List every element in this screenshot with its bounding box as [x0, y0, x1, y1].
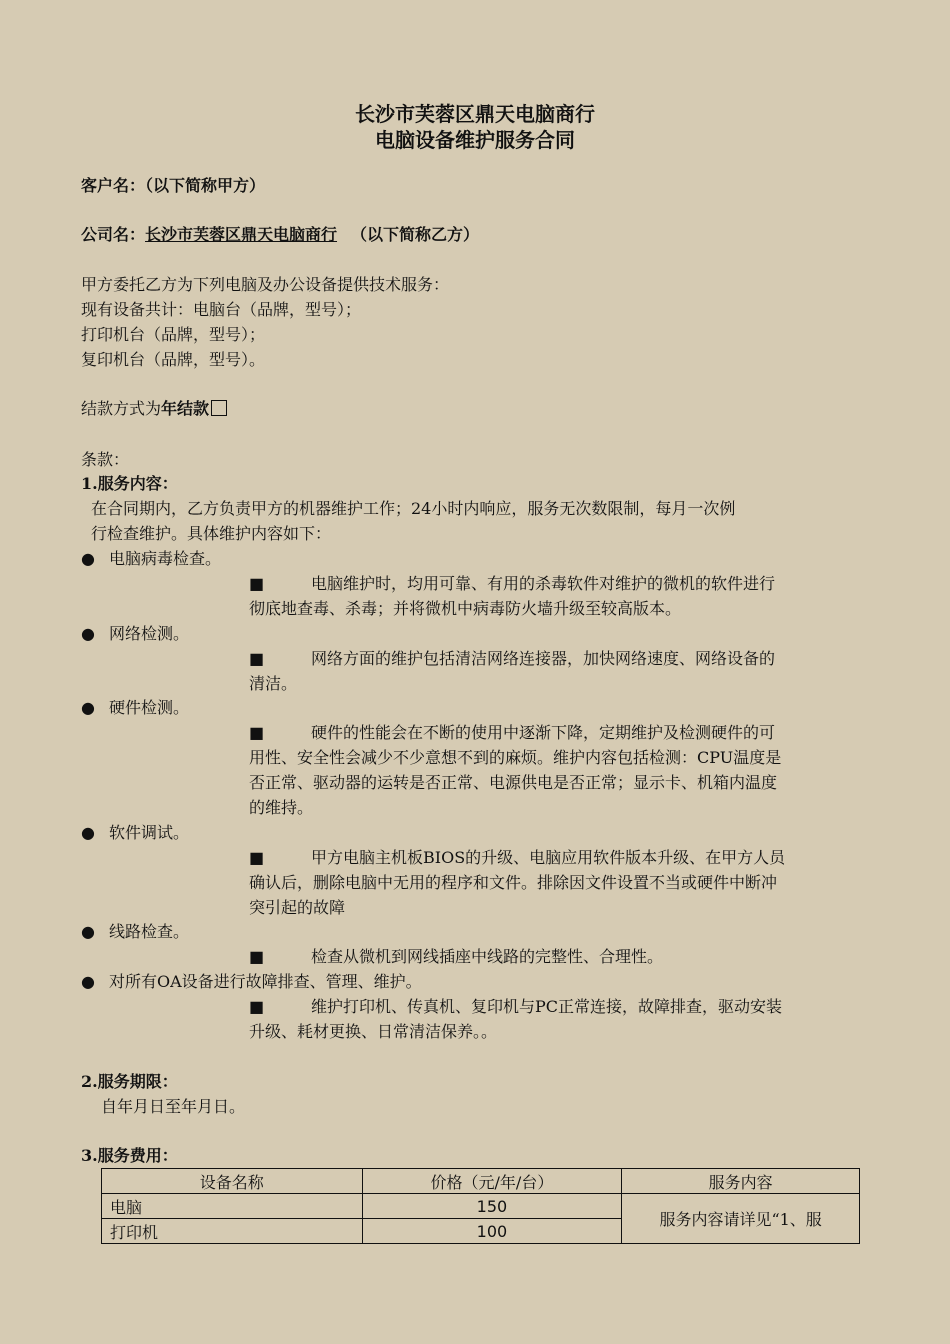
section2-heading: 2.服务期限：	[81, 1072, 178, 1091]
bullet-icon: ●	[81, 624, 95, 643]
table-header-row	[102, 1169, 860, 1194]
bullet-icon: ●	[81, 972, 95, 991]
client-line	[81, 174, 265, 198]
fee-table	[101, 1168, 860, 1244]
client-label: 客户名：	[81, 176, 146, 195]
list-item-title: 电脑病毒检查。	[109, 549, 222, 568]
square-bullet-icon: ■	[249, 848, 265, 867]
bullet-icon: ●	[81, 549, 95, 568]
list-item	[81, 970, 422, 994]
list-item	[81, 821, 189, 845]
list-item-detail: 彻底地查毒、杀毒；并将微机中病毒防火墙升级至较高版本。	[249, 599, 682, 618]
square-bullet-icon: ■	[249, 723, 265, 742]
column-header: 设备名称	[102, 1169, 363, 1194]
list-item	[81, 547, 221, 571]
price-cell: 100	[362, 1219, 622, 1244]
bullet-icon: ●	[81, 922, 95, 941]
bullet-icon: ●	[81, 823, 95, 842]
list-item-detail: 确认后，删除电脑中无用的程序和文件。排除因文件设置不当或硬件中断冲	[249, 873, 778, 892]
terms-label: 条款：	[81, 450, 130, 469]
square-bullet-icon: ■	[249, 997, 265, 1016]
section1-heading: 1.服务内容：	[81, 474, 178, 493]
section1-intro: 在合同期内，乙方负责甲方的机器维护工作；24小时内响应，服务无次数限制，每月一次例	[91, 499, 736, 518]
price-cell: 150	[362, 1194, 622, 1219]
company-label: 公司名：	[81, 225, 146, 244]
list-item-detail: ■ 维护打印机、传真机、复印机与PC正常连接，故障排查，驱动安装	[249, 995, 782, 1019]
list-item-detail: 清洁。	[249, 674, 298, 693]
list-item	[81, 920, 189, 944]
title-line-2: 电脑设备维护服务合同	[375, 128, 575, 152]
list-item-detail: 用性、安全性会减少不少意想不到的麻烦。维护内容包括检测：CPU温度是	[249, 748, 782, 767]
list-item-detail: 否正常、驱动器的运转是否正常、电源供电是否正常；显示卡、机箱内温度	[249, 773, 778, 792]
company-line	[81, 223, 479, 247]
square-bullet-icon: ■	[249, 649, 265, 668]
section2-text: 自年月日至年月日。	[101, 1097, 246, 1116]
square-bullet-icon: ■	[249, 574, 265, 593]
device-name-cell: 打印机	[102, 1219, 363, 1244]
intro-line: 现有设备共计：电脑台（品牌，型号）；	[81, 300, 362, 319]
device-name-cell: 电脑	[102, 1194, 363, 1219]
payment-prefix: 结款方式为	[81, 399, 162, 418]
bullet-icon: ●	[81, 698, 95, 717]
column-header: 服务内容	[622, 1169, 860, 1194]
list-item-title: 网络检测。	[109, 624, 190, 643]
payment-value: 年结款	[161, 399, 210, 418]
list-item	[81, 696, 189, 720]
section3-heading: 3.服务费用：	[81, 1146, 178, 1165]
intro-line: 复印机台（品牌，型号）。	[81, 350, 266, 369]
payment-checkbox[interactable]	[211, 400, 227, 416]
list-item-detail: ■ 电脑维护时，均用可靠、有用的杀毒软件对维护的微机的软件进行	[249, 572, 775, 596]
client-suffix: （以下简称甲方）	[145, 176, 266, 195]
list-item-title: 软件调试。	[109, 823, 190, 842]
list-item-detail: ■ 甲方电脑主机板BIOS的升级、电脑应用软件版本升级、在甲方人员	[249, 846, 785, 870]
intro-line: 打印机台（品牌，型号）；	[81, 325, 266, 344]
table-row	[102, 1194, 860, 1219]
payment-line	[81, 397, 227, 421]
list-item-detail: ■ 检查从微机到网线插座中线路的完整性、合理性。	[249, 945, 663, 969]
list-item-detail: ■ 网络方面的维护包括清洁网络连接器，加快网络速度、网络设备的	[249, 647, 775, 671]
column-header: 价格（元/年/台）	[362, 1169, 622, 1194]
list-item-detail: 升级、耗材更换、日常清洁保养。。	[249, 1022, 498, 1041]
square-bullet-icon: ■	[249, 947, 265, 966]
list-item-title: 线路检查。	[109, 922, 190, 941]
list-item	[81, 622, 189, 646]
title-line-1: 长沙市芙蓉区鼎天电脑商行	[355, 102, 595, 126]
list-item-title: 对所有OA设备进行故障排查、管理、维护。	[109, 972, 422, 991]
company-suffix: （以下简称乙方）	[351, 225, 480, 244]
list-item-detail: 突引起的故障	[249, 898, 346, 917]
service-note-cell: 服务内容请详见“1、服	[622, 1194, 860, 1244]
company-name: 长沙市芙蓉区鼎天电脑商行	[145, 225, 338, 244]
list-item-detail: ■ 硬件的性能会在不断的使用中逐渐下降，定期维护及检测硬件的可	[249, 721, 775, 745]
intro-line: 甲方委托乙方为下列电脑及办公设备提供技术服务：	[81, 275, 450, 294]
section1-intro: 行检查维护。具体维护内容如下：	[91, 524, 332, 543]
list-item-title: 硬件检测。	[109, 698, 190, 717]
list-item-detail: 的维持。	[249, 798, 314, 817]
